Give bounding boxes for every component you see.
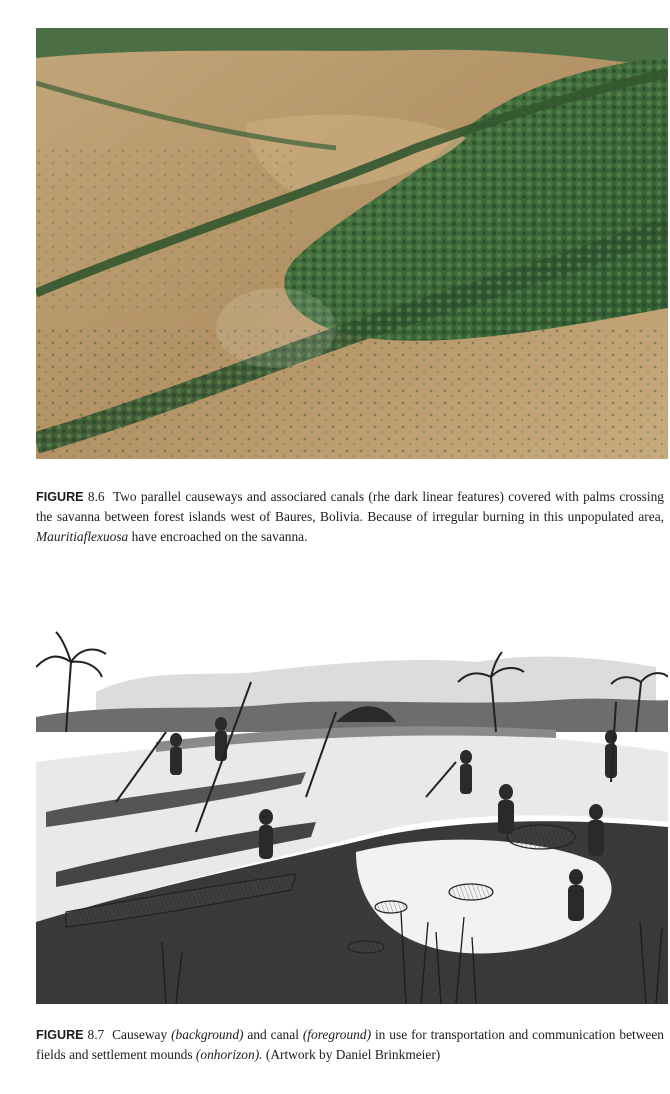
figure-8-6-caption <box>36 487 664 547</box>
aerial-photo-illustration <box>36 28 668 459</box>
caption-text-end: have encroached on the savanna. <box>128 529 308 544</box>
figure-8-7-caption <box>36 1025 664 1065</box>
caption-italic-background: (background) <box>171 1027 244 1042</box>
figure-number: 8.6 <box>87 489 105 504</box>
caption-text: in use for transportation and communication between fields and settlement mounds <box>36 1027 665 1062</box>
figure-number: 8.7 <box>87 1027 105 1042</box>
species-name: Mauritiaflexuosa <box>36 529 129 544</box>
caption-italic-horizon: (onhorizon). <box>195 1047 263 1062</box>
figure-label: FIGURE <box>36 490 84 504</box>
causeway-canal-artwork <box>36 622 668 1004</box>
caption-text: and canal <box>243 1027 303 1042</box>
figure-label: FIGURE <box>36 1028 84 1042</box>
caption-text: Causeway <box>112 1027 172 1042</box>
aerial-photo-savanna <box>36 28 668 459</box>
artwork-illustration <box>36 622 668 1004</box>
caption-italic-foreground: (foreground) <box>302 1027 372 1042</box>
caption-text: Two parallel causeways and associared canals (rhe dark linear features) covered with palms crossing the savanna between forest islands west of Baures, Bolivia. Because of irregular burning in this unpopulated area, <box>36 489 664 524</box>
caption-credit: (Artwork by Daniel Brinkmeier) <box>262 1047 441 1062</box>
